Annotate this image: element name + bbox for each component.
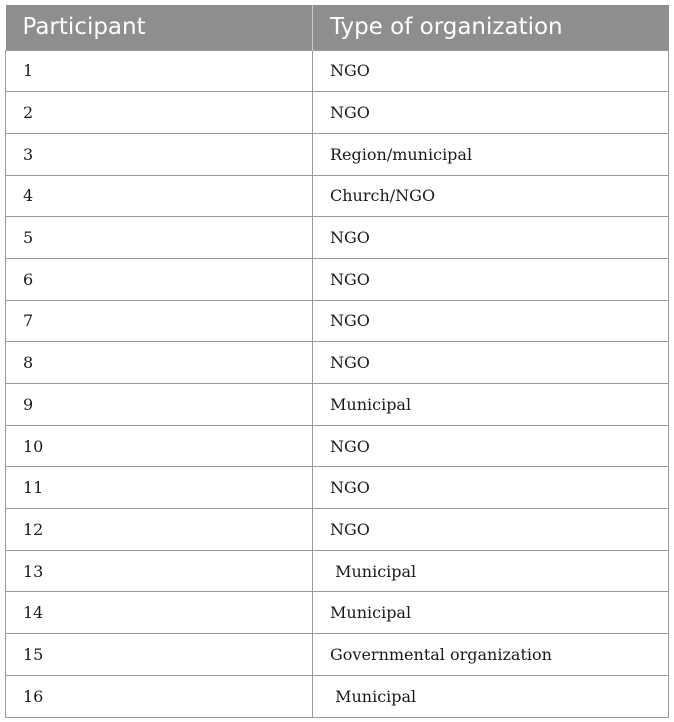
table-row — [6, 509, 669, 551]
organization-cell: NGO — [313, 300, 669, 342]
participant-cell: 2 — [6, 92, 313, 134]
organization-cell: Municipal — [313, 550, 669, 592]
organization-cell: NGO — [313, 92, 669, 134]
participant-cell: 16 — [6, 675, 313, 717]
table-row — [6, 300, 669, 342]
participant-cell: 3 — [6, 133, 313, 175]
participant-cell: 6 — [6, 258, 313, 300]
table-row — [6, 217, 669, 259]
table-row — [6, 592, 669, 634]
participant-cell: 13 — [6, 550, 313, 592]
table-row — [6, 467, 669, 509]
participant-cell: 7 — [6, 300, 313, 342]
participants-table — [5, 5, 669, 718]
organization-cell: NGO — [313, 50, 669, 92]
table-row — [6, 550, 669, 592]
organization-cell: NGO — [313, 342, 669, 384]
table-row — [6, 675, 669, 717]
participant-cell: 10 — [6, 425, 313, 467]
participant-cell: 12 — [6, 509, 313, 551]
organization-cell: Municipal — [313, 592, 669, 634]
column-header-participant: Participant — [6, 5, 313, 50]
organization-cell: Municipal — [313, 384, 669, 426]
table-row — [6, 50, 669, 92]
table-row — [6, 258, 669, 300]
participant-cell: 5 — [6, 217, 313, 259]
participant-cell: 8 — [6, 342, 313, 384]
participant-cell: 4 — [6, 175, 313, 217]
table-header — [6, 5, 669, 50]
table-row — [6, 342, 669, 384]
organization-cell: NGO — [313, 217, 669, 259]
header-row — [6, 5, 669, 50]
participant-cell: 15 — [6, 634, 313, 676]
organization-cell: NGO — [313, 467, 669, 509]
table-row — [6, 384, 669, 426]
table-row — [6, 175, 669, 217]
table-row — [6, 634, 669, 676]
table-row — [6, 133, 669, 175]
table-body — [6, 50, 669, 717]
organization-cell: NGO — [313, 258, 669, 300]
organization-cell: Municipal — [313, 675, 669, 717]
organization-cell: NGO — [313, 509, 669, 551]
table-row — [6, 425, 669, 467]
participants-table-container — [5, 5, 668, 717]
organization-cell: Church/NGO — [313, 175, 669, 217]
organization-cell: Governmental organization — [313, 634, 669, 676]
organization-cell: Region/municipal — [313, 133, 669, 175]
table-row — [6, 92, 669, 134]
participant-cell: 11 — [6, 467, 313, 509]
participant-cell: 1 — [6, 50, 313, 92]
organization-cell: NGO — [313, 425, 669, 467]
column-header-organization-type: Type of organization — [313, 5, 669, 50]
participant-cell: 14 — [6, 592, 313, 634]
participant-cell: 9 — [6, 384, 313, 426]
